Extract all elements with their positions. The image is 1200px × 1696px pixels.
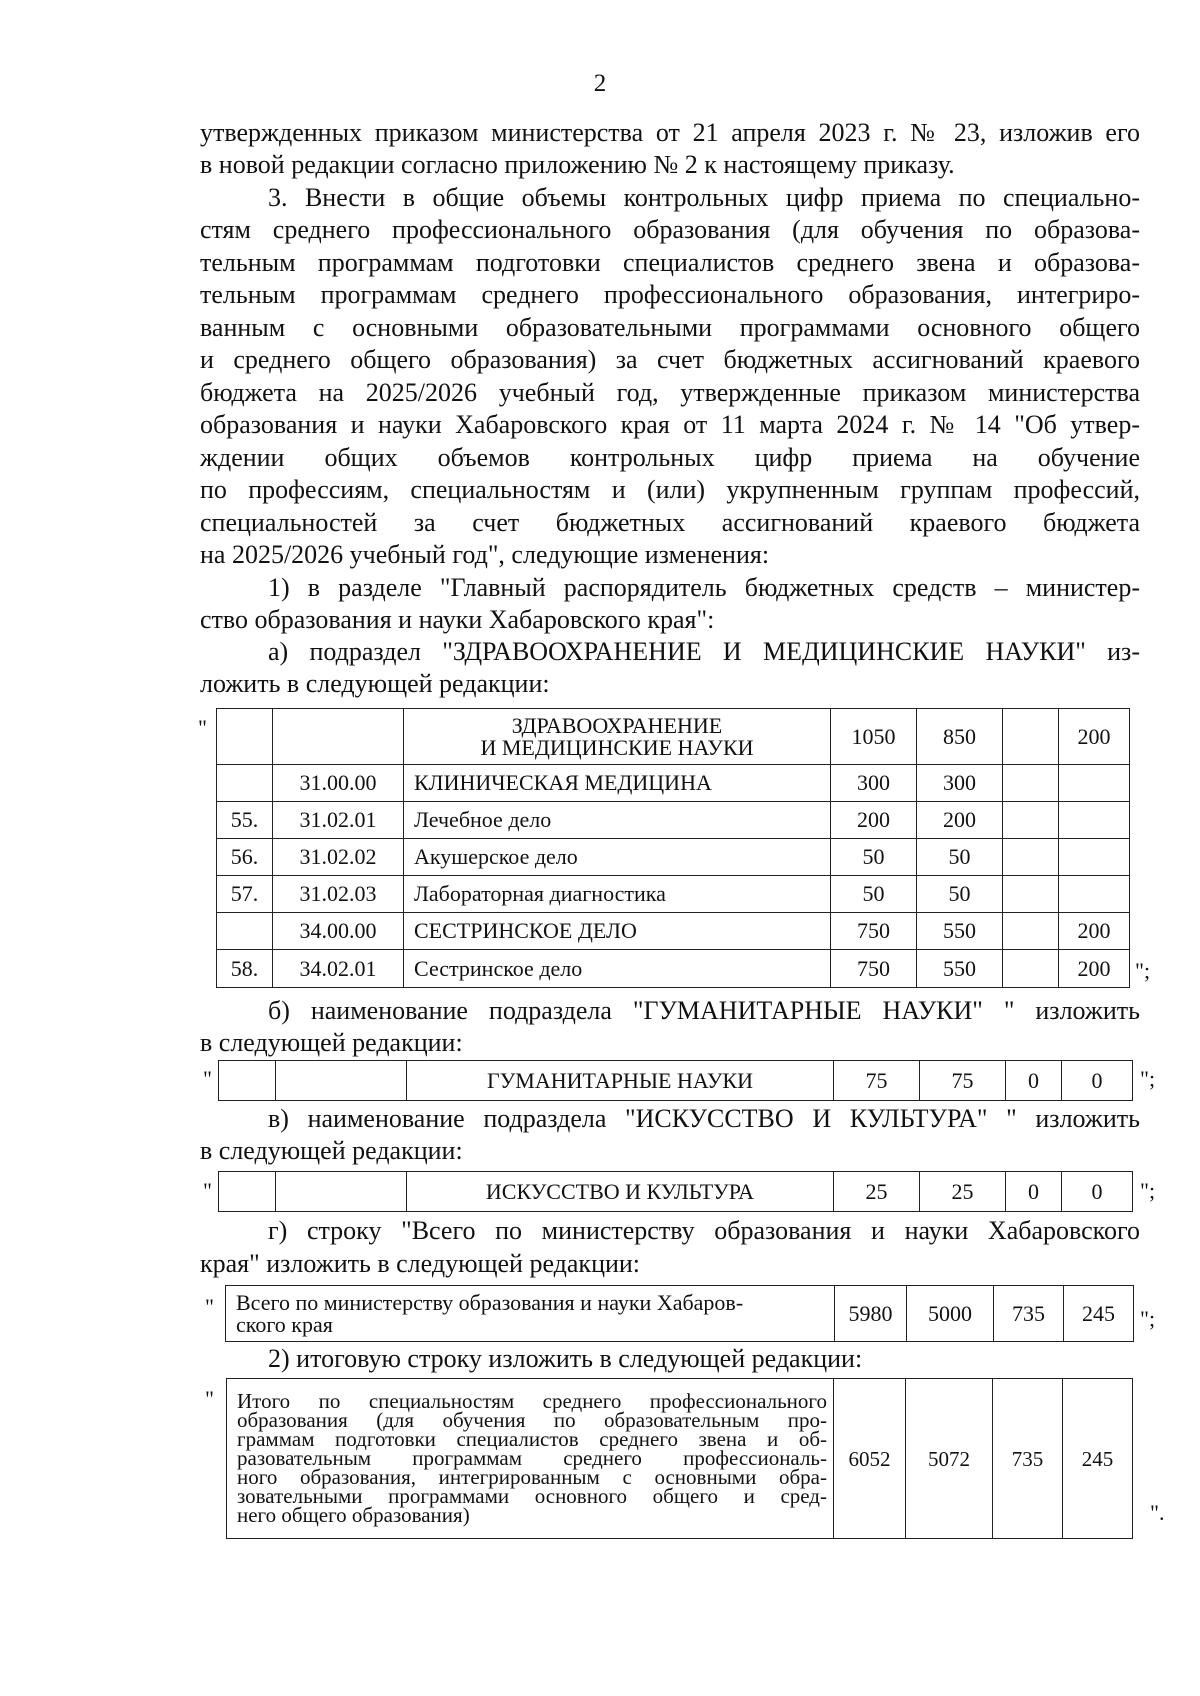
value-cell (1059, 876, 1130, 913)
value-cell: 245 (1063, 1379, 1133, 1539)
value-cell: 1050 (831, 709, 917, 765)
name-cell: ИСКУССТВО И КУЛЬТУРА (407, 1172, 834, 1212)
value-cell: 200 (1059, 709, 1130, 765)
name-cell: СЕСТРИНСКОЕ ДЕЛО (404, 913, 831, 950)
table-row (219, 1061, 1133, 1101)
humanities-table (218, 1060, 1133, 1101)
value-cell (1003, 913, 1059, 950)
value-cell (1059, 839, 1130, 876)
value-cell: 0 (1006, 1061, 1062, 1101)
code-cell: 34.02.01 (273, 950, 404, 988)
code-cell: 34.00.00 (273, 913, 404, 950)
row-number (217, 913, 273, 950)
paragraph-line: г) строку "Всего по министерству образования и науки Хабаровского (268, 1216, 1140, 1245)
paragraph-line: бюджета на 2025/2026 учебный год, утвержденные приказом министерства (200, 378, 1140, 407)
row-number: 56. (217, 839, 273, 876)
value-cell: 0 (1006, 1172, 1062, 1212)
value-cell: 0 (1062, 1061, 1133, 1101)
paragraph-line: ложить в следующей редакции: (200, 669, 550, 698)
name-cell: Акушерское дело (404, 839, 831, 876)
paragraph-line: и среднего общего образования) за счет бюджетных ассигнований краевого (200, 345, 1140, 374)
value-cell (1003, 950, 1059, 988)
paragraph-line: в) наименование подраздела "ИСКУССТВО И КУЛЬТУРА" " изложить (268, 1104, 1140, 1133)
value-cell: 50 (831, 839, 917, 876)
paragraph-line: тельным программам среднего профессионального образования, интегриро- (200, 280, 1140, 309)
value-cell: 5072 (906, 1379, 993, 1539)
code-cell: 31.02.01 (273, 802, 404, 839)
value-cell (1059, 802, 1130, 839)
paragraph-line: б) наименование подраздела "ГУМАНИТАРНЫЕ НАУКИ" " изложить (268, 996, 1140, 1025)
value-cell (1003, 839, 1059, 876)
paragraph-line: утвержденных приказом министерства от 21 апреля 2023 г. № 23, изложив его (200, 118, 1140, 147)
value-cell (1003, 765, 1059, 802)
value-cell: 200 (917, 802, 1003, 839)
value-cell: 6052 (834, 1379, 906, 1539)
value-cell (1003, 876, 1059, 913)
paragraph-line: 2) итоговую строку изложить в следующей редакции: (268, 1344, 863, 1373)
close-quote: "; (1140, 1066, 1156, 1091)
table-row (217, 913, 1130, 950)
paragraph-line: стям среднего профессионального образования (для обучения по образова- (200, 215, 1140, 244)
value-cell: 550 (917, 950, 1003, 988)
paragraph-line: в новой редакции согласно приложению № 2 к настоящему приказу. (200, 150, 955, 179)
paragraph-line: а) подраздел "ЗДРАВООХРАНЕНИЕ И МЕДИЦИНСКИЕ НАУКИ" из- (268, 637, 1140, 666)
open-quote: " (205, 1386, 214, 1411)
open-quote: " (203, 1066, 212, 1091)
row-number: 57. (217, 876, 273, 913)
paragraph-line: образования и науки Хабаровского края от 11 марта 2024 г. № 14 "Об утвер- (200, 410, 1140, 439)
paragraph-line: ждении общих объемов контрольных цифр приема на обучение (200, 443, 1140, 472)
value-cell: 75 (920, 1061, 1006, 1101)
value-cell (1059, 765, 1130, 802)
arts-table (218, 1171, 1133, 1212)
paragraph-line: на 2025/2026 учебный год", следующие изменения: (200, 540, 770, 569)
value-cell: 550 (917, 913, 1003, 950)
page-number: 2 (593, 70, 607, 97)
value-cell: 25 (920, 1172, 1006, 1212)
row-number: 55. (217, 802, 273, 839)
name-cell: ГУМАНИТАРНЫЕ НАУКИ (407, 1061, 834, 1101)
row-number: 58. (217, 950, 273, 988)
paragraph-line: тельным программам подготовки специалистов среднего звена и образова- (200, 248, 1140, 277)
code-cell: 31.02.02 (273, 839, 404, 876)
value-cell: 0 (1062, 1172, 1133, 1212)
row-number (217, 765, 273, 802)
value-cell: 50 (831, 876, 917, 913)
open-quote: " (203, 1178, 212, 1203)
value-cell: 750 (831, 913, 917, 950)
value-cell: 735 (994, 1286, 1064, 1342)
value-cell: 5000 (907, 1286, 994, 1342)
name-cell: Сестринское дело (404, 950, 831, 988)
table-row (226, 1286, 1134, 1342)
value-cell: 300 (917, 765, 1003, 802)
value-cell: 245 (1064, 1286, 1134, 1342)
table-header-row (217, 709, 1130, 765)
name-cell: Всего по министерству образования и науки Хабаров- ского края (226, 1286, 835, 1342)
value-cell: 735 (993, 1379, 1063, 1539)
paragraph-line: в следующей редакции: (200, 1136, 463, 1165)
health-table (216, 708, 1130, 988)
paragraph-line: ство образования и науки Хабаровского края": (200, 605, 715, 634)
open-quote: " (198, 715, 207, 740)
paragraph-line: края" изложить в следующей редакции: (200, 1249, 641, 1278)
value-cell: 50 (917, 876, 1003, 913)
value-cell: 750 (831, 950, 917, 988)
value-cell: 5980 (835, 1286, 907, 1342)
table-row (219, 1172, 1133, 1212)
section-title-cell: ЗДРАВООХРАНЕНИЕ И МЕДИЦИНСКИЕ НАУКИ (404, 709, 831, 765)
table-row (227, 1379, 1133, 1539)
paragraph-line: ванным с основными образовательными программами основного общего (200, 313, 1140, 342)
paragraph-line: в следующей редакции: (200, 1028, 463, 1057)
close-quote: "; (1140, 1306, 1156, 1331)
code-cell: 31.02.03 (273, 876, 404, 913)
code-cell: 31.00.00 (273, 765, 404, 802)
close-quote: "; (1135, 958, 1151, 983)
value-cell: 300 (831, 765, 917, 802)
value-cell: 25 (834, 1172, 920, 1212)
paragraph-line: специальностей за счет бюджетных ассигнований краевого бюджета (200, 508, 1140, 537)
close-quote: ". (1150, 1500, 1165, 1525)
value-cell: 200 (1059, 913, 1130, 950)
value-cell (1003, 709, 1059, 765)
name-cell: Итого по специальностям среднего профессионального образования (для обучения по образовательным про- граммам подготовки специалистов среднего звена и об- разовательным программам среднего профессиональ- ного образования, интегрированным с основными обра- зовательными программами основного общего и сред- него общего образования) (227, 1379, 834, 1539)
value-cell: 200 (1059, 950, 1130, 988)
grand-total-table (226, 1378, 1133, 1539)
paragraph-line: 3. Внести в общие объемы контрольных цифр приема по специально- (268, 183, 1140, 212)
paragraph-line: по профессиям, специальностям и (или) укрупненным группам профессий, (200, 475, 1140, 504)
paragraph-line: 1) в разделе "Главный распорядитель бюджетных средств – министер- (268, 573, 1140, 602)
table-row (217, 839, 1130, 876)
value-cell: 50 (917, 839, 1003, 876)
value-cell (1003, 802, 1059, 839)
table-row (217, 950, 1130, 988)
name-cell: Лечебное дело (404, 802, 831, 839)
name-cell: Лабораторная диагностика (404, 876, 831, 913)
name-cell: КЛИНИЧЕСКАЯ МЕДИЦИНА (404, 765, 831, 802)
value-cell: 75 (834, 1061, 920, 1101)
table-row (217, 765, 1130, 802)
table-row (217, 802, 1130, 839)
open-quote: " (205, 1294, 214, 1319)
table-row (217, 876, 1130, 913)
value-cell: 850 (917, 709, 1003, 765)
close-quote: "; (1140, 1178, 1156, 1203)
ministry-total-table (225, 1285, 1134, 1342)
value-cell: 200 (831, 802, 917, 839)
